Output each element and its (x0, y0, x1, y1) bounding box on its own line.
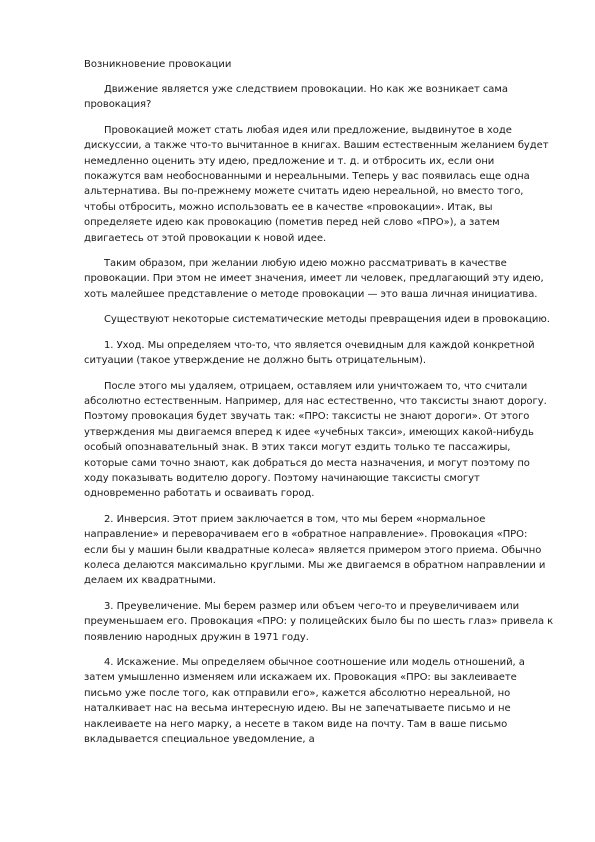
paragraph-method-distortion: 4. Искажение. Мы определяем обычное соотношение или модель отношений, а затем умышленно изменяем или искажаем их. Провокация «ПРО: вы заклеиваете письмо уже после того, как отправили его», кажется абсолютно нереальной, но наталкивает нас на весьма интересную идею. Вы не запечатываете письмо и не наклеиваете на него марку, а несете в таком виде на почту. Там в ваше письмо вкладывается специальное уведомление, а (84, 657, 525, 746)
document-page (84, 57, 554, 757)
paragraph-any-idea: Таким образом, при желании любую идею можно рассматривать в качестве провокации. При этом не имеет значения, имеет ли человек, предлагающий эту идею, хоть малейшее представление о методе провокации — это ваша личная инициатива. (84, 258, 544, 300)
paragraph-taxi-example: После этого мы удаляем, отрицаем, оставляем или уничтожаем то, что считали абсолютно естественным. Например, для нас естественно, что таксисты знают дорогу. Поэтому провокация будет звучать так: «ПРО: таксисты не знают дороги». От этого утверждения мы двигаемся вперед к идее «учебных такси», имеющих какой-нибудь особый опознавательный знак. В этих такси могут ездить только те пассажиры, которые сами точно знают, как добраться до места назначения, и могут поэтому по ходу показывать водителю дорогу. Поэтому начинающие таксисты смогут одновременно работать и осваивать город. (84, 380, 547, 500)
paragraph-intro: Движение является уже следствием провокации. Но как же возникает сама провокация? (84, 84, 508, 111)
document-title: Возникновение провокации (84, 59, 232, 70)
paragraph-definition: Провокацией может стать любая идея или предложение, выдвинутое в ходе дискуссии, а также что-то вычитанное в книгах. Вашим естественным желанием будет немедленно оценить эту идею, предложение и т. д. и отбросить их, если они покажутся вам необоснованными и нереальными. Теперь у вас появилась еще одна альтернатива. Вы по-прежнему можете считать идею нереальной, но вместо того, чтобы отбросить, можно использовать ее в качестве «провокации». Итак, вы определяете идею как провокацию (пометив перед ней слово «ПРО»), а затем двигаетесь от этой провокации к новой идее. (84, 124, 549, 244)
paragraph-method-inversion: 2. Инверсия. Этот прием заключается в том, что мы берем «нормальное направление» и переворачиваем его в «обратное направление». Провокация «ПРО: если бы у машин были квадратные колеса» является примером этого приема. Обычно колеса делаются максимально круглыми. Мы же двигаемся в обратном направлении и делаем их квадратными. (84, 513, 546, 587)
paragraph-methods-intro: Существуют некоторые систематические методы превращения идеи в провокацию. (104, 314, 550, 326)
paragraph-method-withdrawal: 1. Уход. Мы определяем что-то, что является очевидным для каждой конкретной ситуации (такое утверждение не должно быть отрицательным). (84, 339, 535, 367)
paragraph-method-exaggeration: 3. Преувеличение. Мы берем размер или объем чего-то и преувеличиваем или преуменьшаем его. Провокация «ПРО: у полицейских было бы по шесть глаз» привела к появлению народных дружин в 1971 году. (84, 600, 554, 643)
